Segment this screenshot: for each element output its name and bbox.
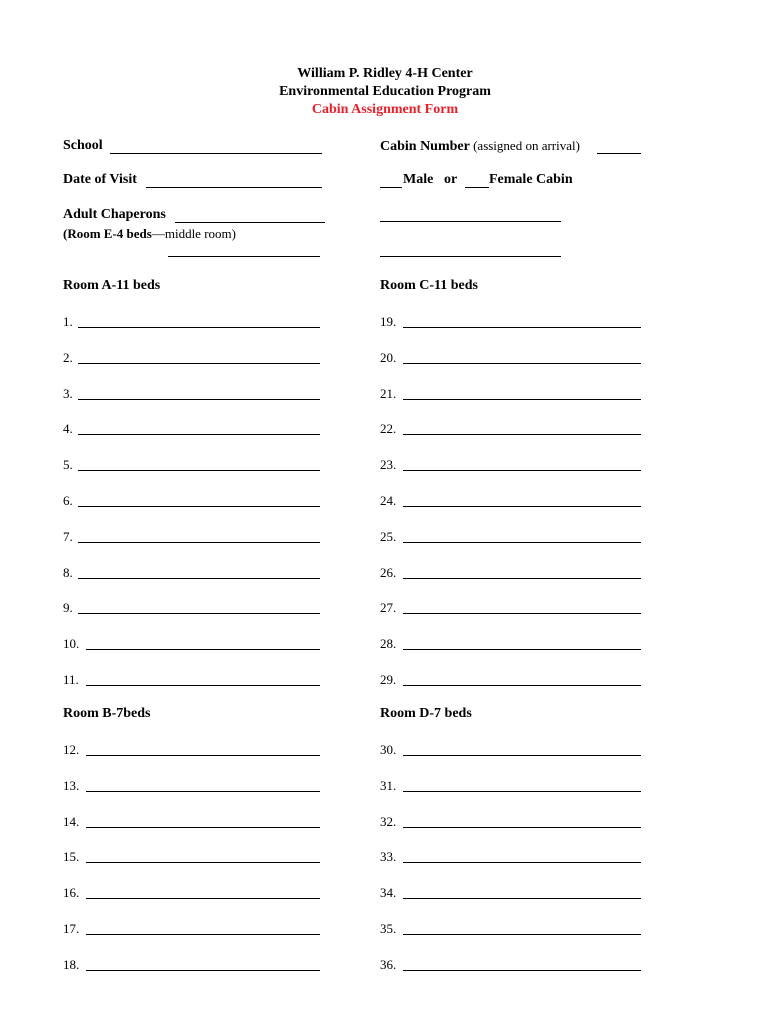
bed-name-field[interactable] (78, 399, 320, 400)
bed-name-field[interactable] (86, 862, 320, 863)
bed-name-field[interactable] (403, 755, 641, 756)
bed-name-field[interactable] (78, 327, 320, 328)
bed-number: 35. (380, 921, 397, 936)
bed-name-field[interactable] (403, 506, 641, 507)
bed-number: 1. (63, 314, 73, 329)
bed-name-field[interactable] (78, 434, 320, 435)
bed-number: 8. (63, 565, 73, 580)
bed-number: 24. (380, 493, 397, 508)
form-title: Cabin Assignment Form (311, 102, 459, 117)
bed-name-field[interactable] (78, 613, 320, 614)
room-b-title: Room B-7beds (63, 706, 151, 721)
bed-number: 15. (63, 849, 80, 864)
bed-number: 32. (380, 814, 397, 829)
bed-number: 33. (380, 849, 397, 864)
date-of-visit-field[interactable] (146, 187, 322, 188)
bed-name-field[interactable] (78, 506, 320, 507)
program-name: Environmental Education Program (279, 84, 491, 99)
adult-chaperons-label: Adult Chaperons (63, 207, 166, 222)
bed-name-field[interactable] (86, 685, 320, 686)
bed-number: 25. (380, 529, 397, 544)
bed-number: 16. (63, 885, 80, 900)
chaperon-field-4[interactable] (380, 256, 561, 257)
chaperon-field-3[interactable] (380, 221, 561, 222)
room-d-title: Room D-7 beds (380, 706, 472, 721)
bed-number: 22. (380, 421, 397, 436)
bed-number: 7. (63, 529, 73, 544)
bed-number: 21. (380, 386, 397, 401)
bed-name-field[interactable] (403, 363, 641, 364)
bed-name-field[interactable] (403, 434, 641, 435)
bed-name-field[interactable] (403, 613, 641, 614)
male-checkbox-line[interactable] (380, 187, 402, 188)
bed-name-field[interactable] (86, 898, 320, 899)
bed-number: 30. (380, 742, 397, 757)
bed-name-field[interactable] (78, 470, 320, 471)
bed-name-field[interactable] (78, 363, 320, 364)
bed-name-field[interactable] (403, 970, 641, 971)
bed-name-field[interactable] (86, 934, 320, 935)
bed-name-field[interactable] (86, 791, 320, 792)
room-c-title: Room C-11 beds (380, 278, 479, 293)
bed-number: 2. (63, 350, 73, 365)
chaperon-field-1[interactable] (175, 222, 325, 223)
org-name: William P. Ridley 4-H Center (297, 66, 473, 81)
cabin-number-field[interactable] (597, 153, 641, 154)
bed-name-field[interactable] (86, 827, 320, 828)
bed-name-field[interactable] (403, 934, 641, 935)
chaperons-room-note: (Room E-4 beds—middle room) (63, 226, 236, 241)
bed-number: 3. (63, 386, 73, 401)
school-field[interactable] (110, 153, 322, 154)
bed-name-field[interactable] (403, 542, 641, 543)
cabin-number-label: Cabin Number (assigned on arrival) (380, 138, 580, 154)
female-checkbox-line[interactable] (465, 187, 489, 188)
bed-name-field[interactable] (403, 399, 641, 400)
bed-number: 9. (63, 600, 73, 615)
bed-number: 31. (380, 778, 397, 793)
bed-number: 11. (63, 672, 79, 687)
bed-number: 19. (380, 314, 397, 329)
bed-number: 27. (380, 600, 397, 615)
bed-name-field[interactable] (86, 649, 320, 650)
bed-name-field[interactable] (403, 578, 641, 579)
bed-name-field[interactable] (403, 470, 641, 471)
bed-name-field[interactable] (403, 827, 641, 828)
bed-name-field[interactable] (78, 542, 320, 543)
male-label: Male (403, 172, 434, 187)
bed-number: 10. (63, 636, 80, 651)
chaperon-field-2[interactable] (168, 256, 320, 257)
bed-number: 14. (63, 814, 80, 829)
bed-name-field[interactable] (403, 327, 641, 328)
bed-number: 6. (63, 493, 73, 508)
date-of-visit-label: Date of Visit (63, 172, 137, 187)
bed-name-field[interactable] (86, 755, 320, 756)
bed-number: 13. (63, 778, 80, 793)
bed-name-field[interactable] (78, 578, 320, 579)
bed-number: 5. (63, 457, 73, 472)
bed-number: 4. (63, 421, 73, 436)
bed-number: 36. (380, 957, 397, 972)
bed-name-field[interactable] (403, 649, 641, 650)
bed-number: 34. (380, 885, 397, 900)
bed-name-field[interactable] (403, 898, 641, 899)
bed-number: 29. (380, 672, 397, 687)
bed-name-field[interactable] (403, 685, 641, 686)
bed-name-field[interactable] (86, 970, 320, 971)
school-label: School (63, 138, 103, 153)
bed-number: 12. (63, 742, 80, 757)
bed-number: 18. (63, 957, 80, 972)
bed-name-field[interactable] (403, 791, 641, 792)
bed-number: 20. (380, 350, 397, 365)
bed-name-field[interactable] (403, 862, 641, 863)
bed-number: 28. (380, 636, 397, 651)
bed-number: 26. (380, 565, 397, 580)
female-cabin-label: Female Cabin (489, 172, 573, 187)
bed-number: 23. (380, 457, 397, 472)
or-label: or (444, 172, 458, 187)
bed-number: 17. (63, 921, 80, 936)
room-a-title: Room A-11 beds (63, 278, 161, 293)
